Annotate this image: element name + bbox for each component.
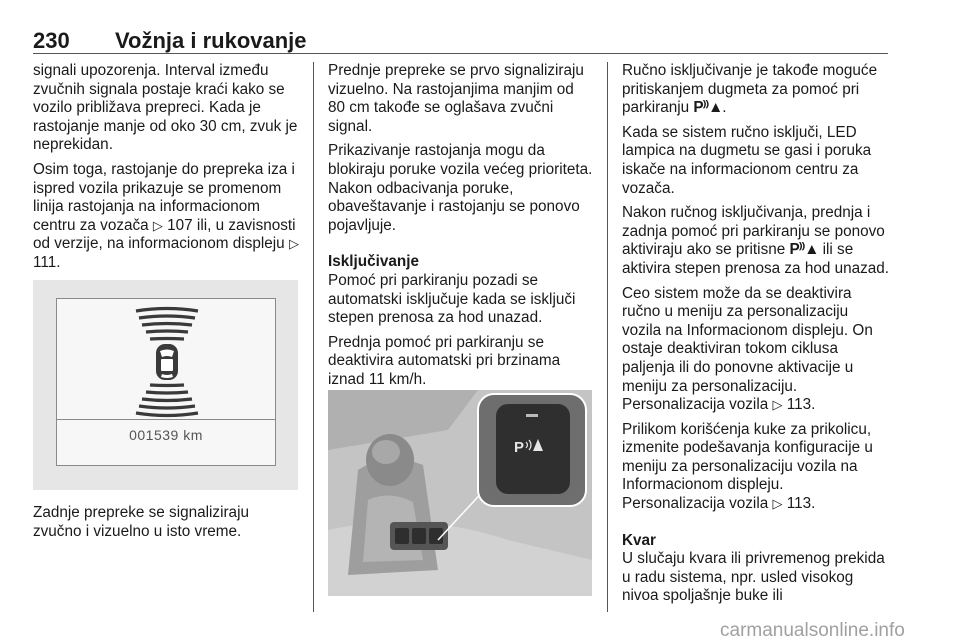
- driver-info-display: [56, 298, 276, 466]
- paragraph: Osim toga, rastojanje do prepreka iza i ispred vozila prikazuje se promenom linija rastojanja na informacionom centru za vozača ▷ 107 ili, u zavisnosti od verzije, na informacionom displeju ▷ 111.: [33, 160, 299, 271]
- paragraph: Ručno isključivanje je takođe moguće pritiskanjem dugmeta za pomoć pri parkiranju P⁾⁾▲.: [622, 62, 878, 117]
- page-ref-link[interactable]: 113: [786, 396, 812, 414]
- paragraph: Pomoć pri parkiranju pozadi se automatski isključuje kada se isključi stepen prenosa za hod unazad.: [328, 271, 576, 327]
- page-ref-link[interactable]: 107: [167, 216, 193, 234]
- paragraph: Nakon ručnog isključivanja, prednja i zadnja pomoć pri parkiranju se ponovo aktiviraju ako se pritisne P⁾⁾▲ ili se aktivira stepen prenosa za hod unazad.: [622, 204, 890, 277]
- watermark: carmanualsonline.info: [720, 620, 905, 641]
- parking-distance-graphic: [57, 299, 277, 419]
- column-1-bottom: [33, 504, 301, 547]
- column-2: [328, 62, 594, 396]
- paragraph: Kada se sistem ručno isključi, LED lampica na dugmetu se gasi i poruka iskače na informacionom centru za vozača.: [622, 123, 872, 197]
- column-1: [33, 62, 301, 279]
- paragraph: signali upozorenja. Interval između zvučnih signala postaje kraći kako se vozilo približava prepreci. Kada je rastojanje manje od oko 30 cm, zvuk je neprekidan.: [33, 62, 298, 154]
- paragraph: Ceo sistem može da se deaktivira ručno u meniju za personalizaciju vozila na Informacionom displeju. On ostaje deaktiviran tokom ciklusa paljenja ili do ponovne aktivacije u meniju za personalizaciju. Personalizacija vozila ▷ 113.: [622, 284, 873, 414]
- paragraph: Zadnje prepreke se signaliziraju zvučno i vizuelno u isto vreme.: [33, 504, 249, 540]
- chapter-title: Vožnja i rukovanje: [115, 28, 307, 53]
- park-assist-icon: P⁾⁾▲: [693, 99, 723, 117]
- page-number: 230: [33, 28, 70, 53]
- paragraph: U slučaju kvara ili privremenog prekida u radu sistema, npr. usled visokog nivoa spoljašnje buke ili: [622, 550, 885, 605]
- page-ref-arrow-icon: ▷: [772, 496, 783, 512]
- park-assist-icon: P⁾⁾▲: [789, 241, 819, 259]
- page-ref-link[interactable]: 113: [786, 495, 812, 513]
- paragraph: Prikazivanje rastojanja mogu da blokiraju poruke vozila većeg prioriteta. Nakon odbacivanja poruke, obaveštavanje i rastojanju se ponovo pojavljuje.: [328, 142, 593, 234]
- column-divider-1: [313, 62, 314, 612]
- page-ref-arrow-icon: ▷: [288, 236, 299, 252]
- paragraph: Prilikom korišćenja kuke za prikolicu, izmenite podešavanja konfiguracije u meniju za personalizaciju vozila na Informacionom displeju. Personalizacija vozila ▷ 113.: [622, 420, 873, 513]
- section-heading-off: Isključivanje: [328, 253, 419, 271]
- svg-text:P: P: [514, 439, 525, 456]
- odometer-readout: 001539 km: [129, 427, 203, 443]
- section-heading-fault: Kvar: [622, 531, 657, 549]
- parking-display-figure: [33, 280, 298, 490]
- page-ref-arrow-icon: ▷: [772, 397, 783, 413]
- page-header: [33, 14, 888, 54]
- console-button-figure: [328, 390, 592, 596]
- column-3: [622, 62, 890, 612]
- page-ref-arrow-icon: ▷: [152, 217, 163, 233]
- paragraph: Prednje prepreke se prvo signaliziraju vizuelno. Na rastojanjima manjim od 80 cm takođe se oglašava zvučni signal.: [328, 62, 584, 135]
- column-divider-2: [607, 62, 608, 612]
- center-console-illustration: [328, 390, 592, 596]
- car-top-view-icon: [156, 344, 178, 380]
- paragraph: Prednja pomoć pri parkiranju se deaktivira automatski pri brzinama iznad 11 km/h.: [328, 333, 561, 388]
- page-ref-link[interactable]: 111: [33, 253, 57, 271]
